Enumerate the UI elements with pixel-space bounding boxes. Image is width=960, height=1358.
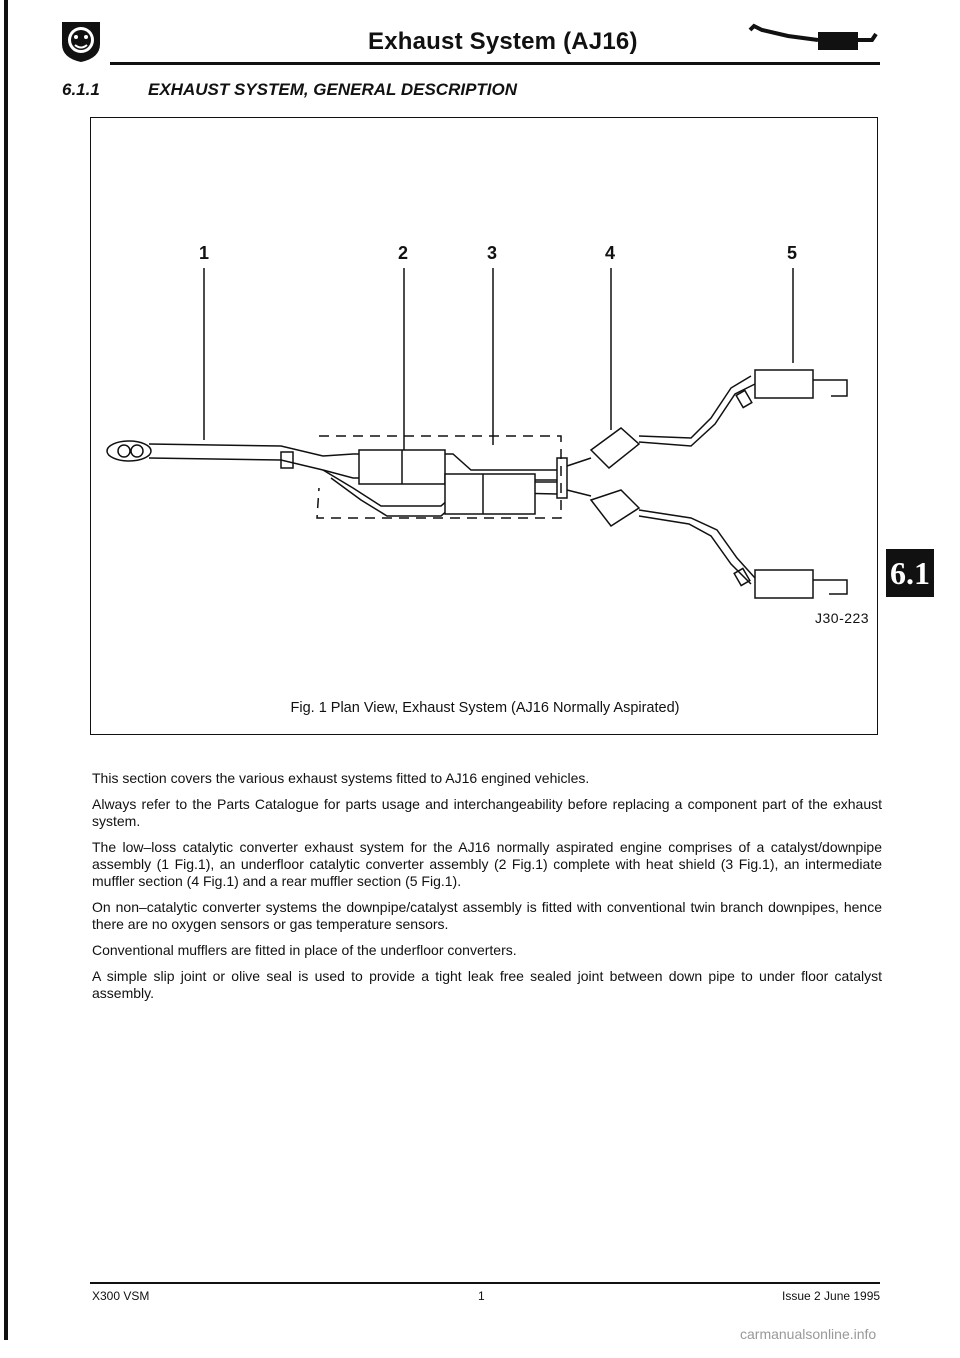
section-title: EXHAUST SYSTEM, GENERAL DESCRIPTION — [148, 80, 518, 99]
figure-caption: Fig. 1 Plan View, Exhaust System (AJ16 Normally Aspirated) — [290, 700, 680, 716]
figure-reference: J30-223 — [815, 610, 870, 626]
exhaust-system-diagram — [91, 118, 879, 698]
paragraph: On non–catalytic converter systems the downpipe/catalyst assembly is fitted with conventional twin branch downpipes, hence there are no oxygen sensors or gas temperature sensors. — [92, 899, 882, 932]
paragraph: The low–loss catalytic converter exhaust system for the AJ16 normally aspirated engine comprises of a catalyst/downpipe assembly (1 Fig.1), an underfloor catalytic converter assembly (2 Fig.1) complete with heat shield (3 Fig.1), an intermediate muffler section (4 Fig.1) and a rear muffler section (5 Fig.1). — [92, 839, 882, 889]
footer-divider — [90, 1282, 880, 1284]
paragraph: This section covers the various exhaust systems fitted to AJ16 engined vehicles. — [92, 770, 590, 786]
page-title: Exhaust System (AJ16) — [368, 28, 638, 55]
callout-1: 1 — [199, 243, 210, 263]
paragraph: A simple slip joint or olive seal is used to provide a tight leak free sealed joint between down pipe to under floor catalyst assembly. — [92, 968, 882, 1001]
section-heading — [62, 80, 517, 100]
page-header — [58, 18, 878, 68]
paragraph: Always refer to the Parts Catalogue for parts usage and interchangeability before replacing a component part of the exhaust system. — [92, 796, 882, 829]
callout-2: 2 — [398, 243, 409, 263]
callout-4: 4 — [605, 243, 616, 263]
paragraph: Conventional mufflers are fitted in place of the underfloor converters. — [92, 942, 517, 958]
figure-frame — [90, 117, 878, 735]
section-tab: 6.1 — [886, 549, 934, 597]
jaguar-logo-icon — [58, 18, 104, 64]
section-number: 6.1.1 — [62, 80, 100, 99]
page-number: 1 — [478, 1289, 485, 1303]
footer-manual-name: X300 VSM — [92, 1289, 150, 1303]
callout-3: 3 — [487, 243, 498, 263]
exhaust-pipe-icon — [748, 22, 878, 62]
body-text — [92, 770, 882, 1011]
binding-edge-rule — [4, 0, 8, 1340]
header-divider — [110, 62, 880, 65]
issue-date: Issue 2 June 1995 — [782, 1289, 881, 1303]
callout-5: 5 — [787, 243, 798, 263]
watermark: carmanualsonline.info — [740, 1326, 877, 1342]
